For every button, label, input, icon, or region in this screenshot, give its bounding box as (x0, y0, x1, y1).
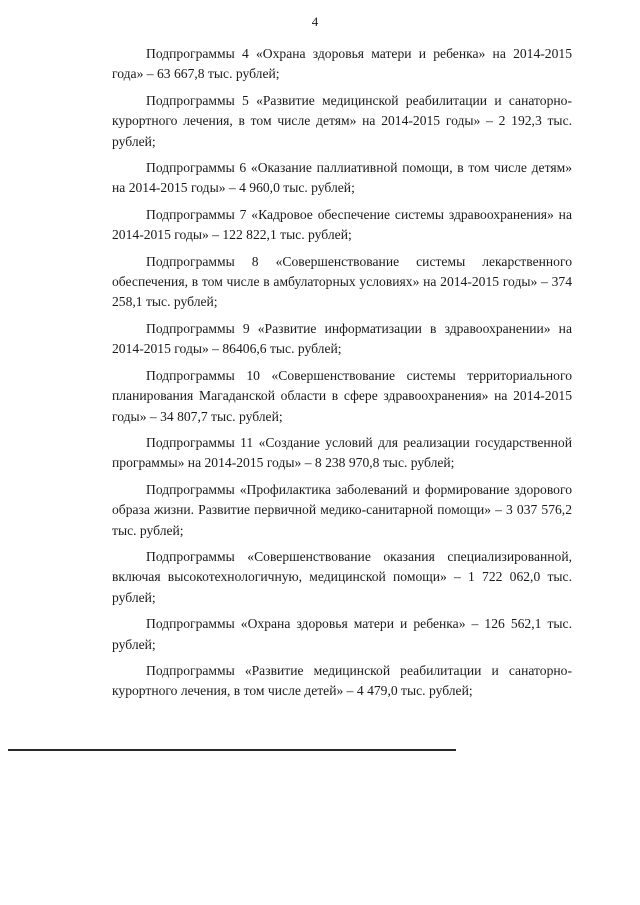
page-number: 4 (311, 14, 319, 29)
paragraph-subprogram-10: Подпрограммы 10 «Совершенствование системы территориального планирования Магаданской области в сфере здравоохранения» на 2014-2015 годы» – 34 807,7 тыс. рублей; (112, 367, 572, 424)
paragraph-prevention: Подпрограммы «Профилактика заболеваний и формирование здорового образа жизни. Развитие первичной медико-санитарной помощи» – 3 037 576,2 тыс. рублей; (112, 481, 572, 538)
document-body (112, 44, 572, 708)
paragraph-subprogram-8: Подпрограммы 8 «Совершенствование системы лекарственного обеспечения, в том числе в амбулаторных условиях» на 2014-2015 годы» – 374 258,1 тыс. рублей; (112, 253, 572, 310)
paragraph-specialized-care: Подпрограммы «Совершенствование оказания специализированной, включая высокотехнологичную, медицинской помощи» – 1 722 062,0 тыс. рублей; (112, 548, 572, 605)
paragraph-maternal-health: Подпрограммы «Охрана здоровья матери и ребенка» – 126 562,1 тыс. рублей; (112, 616, 572, 652)
paragraph-rehabilitation: Подпрограммы «Развитие медицинской реабилитации и санаторно-курортного лечения, в том числе детей» – 4 479,0 тыс. рублей; (112, 662, 572, 699)
paragraph-subprogram-11: Подпрограммы 11 «Создание условий для реализации государственной программы» на 2014-2015 годы» – 8 238 970,8 тыс. рублей; (112, 434, 572, 471)
paragraph-subprogram-6: Подпрограммы 6 «Оказание паллиативной помощи, в том числе детям» на 2014-2015 годы» – 4 960,0 тыс. рублей; (112, 160, 572, 196)
paragraph-subprogram-9: Подпрограммы 9 «Развитие информатизации в здравоохранении» на 2014-2015 годы» – 86406,6 тыс. рублей; (112, 320, 572, 357)
paragraph-subprogram-5: Подпрограммы 5 «Развитие медицинской реабилитации и санаторно-курортного лечения, в том числе детям» на 2014-2015 годы» – 2 192,3 тыс. рублей; (112, 92, 572, 149)
footer-divider (8, 749, 456, 751)
paragraph-subprogram-7: Подпрограммы 7 «Кадровое обеспечение системы здравоохранения» на 2014-2015 годы» – 122 822,1 тыс. рублей; (112, 206, 572, 243)
paragraph-subprogram-4: Подпрограммы 4 «Охрана здоровья матери и ребенка» на 2014-2015 года» – 63 667,8 тыс. рублей; (112, 46, 572, 82)
